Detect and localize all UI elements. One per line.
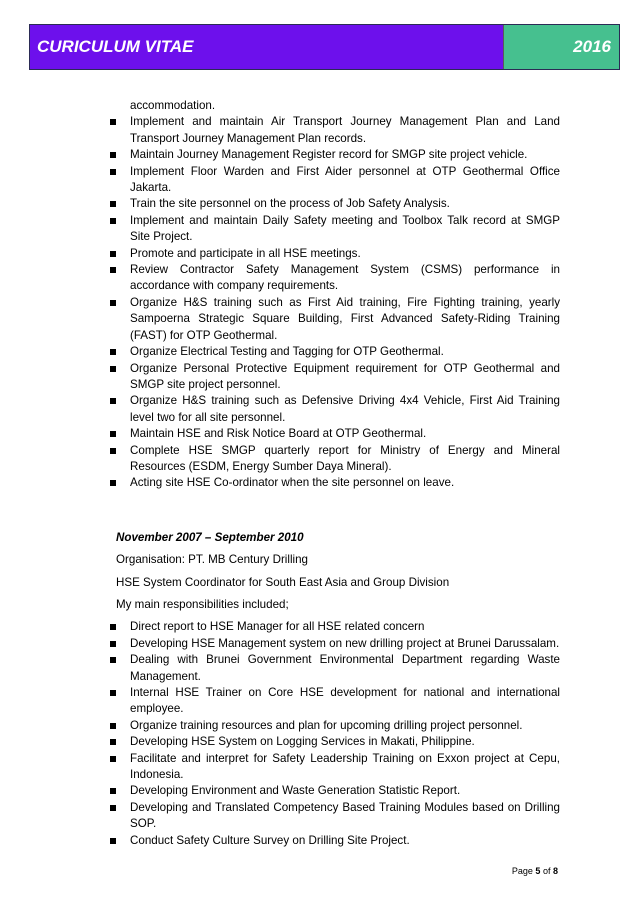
list-item-text: Direct report to HSE Manager for all HSE related concern (130, 620, 425, 634)
square-bullet-icon (110, 641, 116, 647)
square-bullet-icon (110, 349, 116, 355)
square-bullet-icon (110, 218, 116, 224)
list-item-text: Complete HSE SMGP quarterly report for Ministry of Energy and Mineral Resources (ESDM, Energy Sumber Daya Mineral). (130, 443, 560, 473)
cv-title-cell (30, 25, 504, 69)
square-bullet-icon (110, 448, 116, 454)
square-bullet-icon (110, 267, 116, 273)
page-label: Page (511, 866, 533, 876)
job-intro: My main responsibilities included; (116, 597, 289, 611)
page-number: 5 (535, 866, 541, 876)
list-item (110, 262, 560, 295)
square-bullet-icon (110, 152, 116, 158)
cv-year-cell (504, 25, 619, 69)
list-item-text: Maintain Journey Management Register record for SMGP site project vehicle. (130, 148, 528, 162)
list-item-text: Developing and Translated Competency Based Training Modules based on Drilling SOP. (130, 800, 560, 831)
list-item-text: Developing HSE Management system on new drilling project at Brunei Darussalam. (130, 636, 560, 650)
list-item (110, 426, 560, 442)
list-item-text: Conduct Safety Culture Survey on Drilling Site Project. (130, 833, 410, 847)
list-item (110, 718, 560, 734)
square-bullet-icon (110, 838, 116, 844)
list-item (110, 246, 560, 262)
list-item (110, 164, 560, 197)
list-item (110, 685, 560, 718)
list-item (110, 636, 560, 652)
square-bullet-icon (110, 657, 116, 663)
list-item (110, 213, 560, 246)
list-item-text: Maintain HSE and Risk Notice Board at OTP Geothermal. (130, 427, 427, 441)
square-bullet-icon (110, 169, 116, 175)
list-item-text: Train the site personnel on the process of Job Safety Analysis. (130, 197, 450, 211)
list-item (110, 344, 560, 360)
list-item-text: Organize Personal Protective Equipment requirement for OTP Geothermal and SMGP site project personnel. (130, 361, 560, 391)
square-bullet-icon (110, 251, 116, 257)
list-item (110, 361, 560, 394)
list-item (110, 443, 560, 476)
list-item (110, 783, 560, 799)
list-item (110, 475, 560, 491)
cv-year: 2016 (573, 37, 611, 56)
job-organisation: Organisation: PT. MB Century Drilling (116, 553, 309, 567)
square-bullet-icon (110, 805, 116, 811)
square-bullet-icon (110, 788, 116, 794)
page-footer (512, 866, 558, 876)
list-item (110, 619, 560, 635)
square-bullet-icon (110, 300, 116, 306)
list-item-text: Organize Electrical Testing and Tagging for OTP Geothermal. (130, 345, 444, 359)
list-item-text: Organize H&S training such as Defensive Driving 4x4 Vehicle, First Aid Training level two for all site personnel. (130, 394, 560, 424)
list-item (110, 147, 560, 163)
list-item (110, 652, 560, 685)
square-bullet-icon (110, 398, 116, 404)
list-item-text: Organize H&S training such as First Aid training, Fire Fighting training, yearly Sampoerna Strategic Square Building, First Advanced Safety-Riding Training (FAST) for OTP Geothermal. (130, 295, 560, 342)
cv-header-banner (29, 24, 620, 70)
list-item-text: Developing HSE System on Logging Services in Makati, Philippine. (130, 735, 475, 749)
list-item-text: Developing Environment and Waste Generation Statistic Report. (130, 784, 461, 798)
list-item (110, 295, 560, 344)
page-total: 8 (552, 866, 558, 876)
square-bullet-icon (110, 690, 116, 696)
square-bullet-icon (110, 431, 116, 437)
list-item (110, 833, 560, 849)
list-item-text: Organize training resources and plan for upcoming drilling project personnel. (130, 718, 523, 732)
list-item-text: Implement Floor Warden and First Aider personnel at OTP Geothermal Office Jakarta. (130, 164, 560, 195)
cv-title: CURICULUM VITAE (37, 37, 194, 56)
square-bullet-icon (110, 366, 116, 372)
job-position: HSE System Coordinator for South East Asia and Group Division (116, 575, 450, 589)
list-item-text: Promote and participate in all HSE meetings. (130, 246, 361, 260)
list-item-text: Internal HSE Trainer on Core HSE development for national and international employee. (130, 686, 560, 716)
list-item (110, 751, 560, 784)
list-item-text: Implement and maintain Air Transport Journey Management Plan and Land Transport Journey Management Plan records. (130, 115, 560, 145)
list-item-text: Implement and maintain Daily Safety meeting and Toolbox Talk record at SMGP Site Project. (130, 213, 560, 244)
square-bullet-icon (110, 624, 116, 630)
list-item-text: Dealing with Brunei Government Environmental Department regarding Waste Management. (130, 653, 560, 683)
square-bullet-icon (110, 756, 116, 762)
list-item (110, 800, 560, 833)
list-item (110, 734, 560, 750)
page-body (110, 98, 560, 849)
square-bullet-icon (110, 739, 116, 745)
list-item (110, 196, 560, 212)
list-item-text: Facilitate and interpret for Safety Leadership Training on Exxon project at Cepu, Indonesia. (130, 751, 560, 782)
square-bullet-icon (110, 723, 116, 729)
of-label: of (542, 866, 551, 876)
list-item (110, 114, 560, 147)
square-bullet-icon (110, 480, 116, 486)
list-item-text: Acting site HSE Co-ordinator when the site personnel on leave. (130, 476, 455, 490)
continued-text: accommodation. (130, 99, 216, 112)
list-item-text: Review Contractor Safety Management System (CSMS) performance in accordance with company requirements. (130, 263, 560, 293)
square-bullet-icon (110, 201, 116, 207)
list-item (110, 393, 560, 426)
responsibilities-list-1 (110, 114, 560, 491)
responsibilities-list-2 (110, 619, 560, 849)
square-bullet-icon (110, 119, 116, 125)
job-period: November 2007 – September 2010 (116, 530, 304, 544)
